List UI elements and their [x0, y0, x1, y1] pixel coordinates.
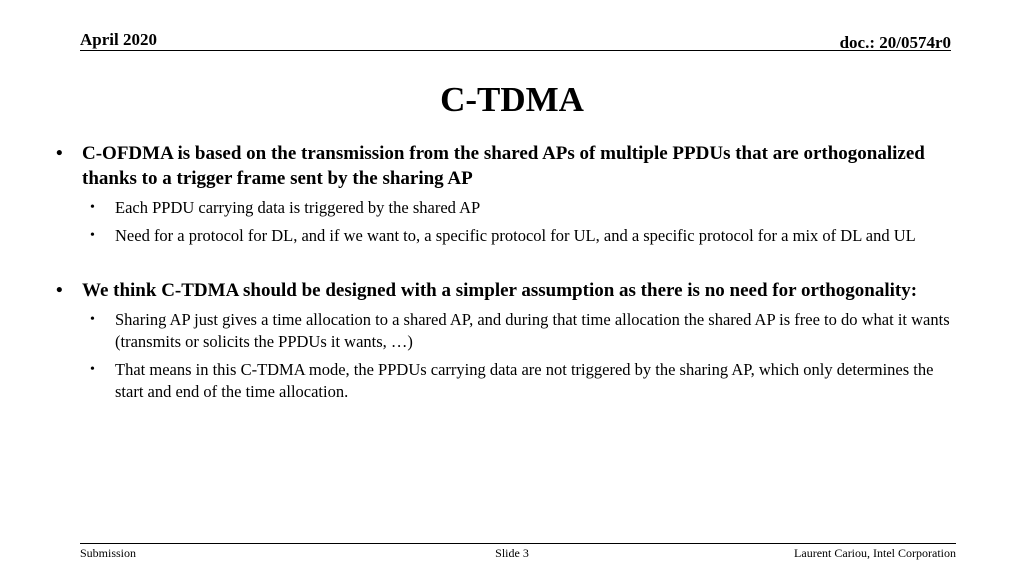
header-date: April 2020 [80, 30, 157, 49]
slide-body [50, 141, 955, 403]
sub-bullet-1-2 [50, 225, 955, 247]
sub-bullet-dot-icon: • [90, 362, 95, 377]
footer-author: Laurent Cariou, Intel Corporation [794, 546, 956, 560]
sub-bullet-2-1 [50, 309, 955, 353]
footer-divider [80, 543, 956, 544]
header-divider [80, 50, 951, 51]
slide-title: C-TDMA [440, 80, 584, 119]
sub-bullet-1-1-text: Each PPDU carrying data is triggered by the shared AP [115, 198, 481, 217]
footer-submission: Submission [80, 546, 137, 560]
bullet-1-text: C-OFDMA is based on the transmission from the shared APs of multiple PPDUs that are orthogonalized thanks to a trigger frame sent by the sharing AP [82, 143, 925, 189]
bullet-dot-icon: • [56, 280, 63, 301]
sub-bullet-2-2-text: That means in this C-TDMA mode, the PPDUs carrying data are not triggered by the sharing AP, which only determines the start and end of the time allocation. [115, 360, 934, 401]
bullet-dot-icon: • [56, 143, 63, 164]
bullet-1 [50, 141, 955, 191]
sub-bullet-2-1-text: Sharing AP just gives a time allocation to a shared AP, and during that time allocation the shared AP is free to do what it wants (transmits or solicits the PPDUs it wants, …) [115, 310, 950, 351]
bullet-2-text: We think C-TDMA should be designed with a simpler assumption as there is no need for orthogonality: [82, 280, 918, 301]
sub-bullet-dot-icon: • [90, 312, 95, 327]
sub-bullet-dot-icon: • [90, 228, 95, 243]
bullet-2 [50, 278, 955, 303]
sub-bullet-1-1 [50, 197, 955, 219]
sub-bullet-1-2-text: Need for a protocol for DL, and if we want to, a specific protocol for UL, and a specific protocol for a mix of DL and UL [115, 226, 916, 245]
sub-bullet-dot-icon: • [90, 200, 95, 215]
sub-bullet-2-2 [50, 359, 955, 403]
footer-slide-number: Slide 3 [495, 546, 529, 560]
header-doc-number: doc.: 20/0574r0 [839, 33, 951, 52]
